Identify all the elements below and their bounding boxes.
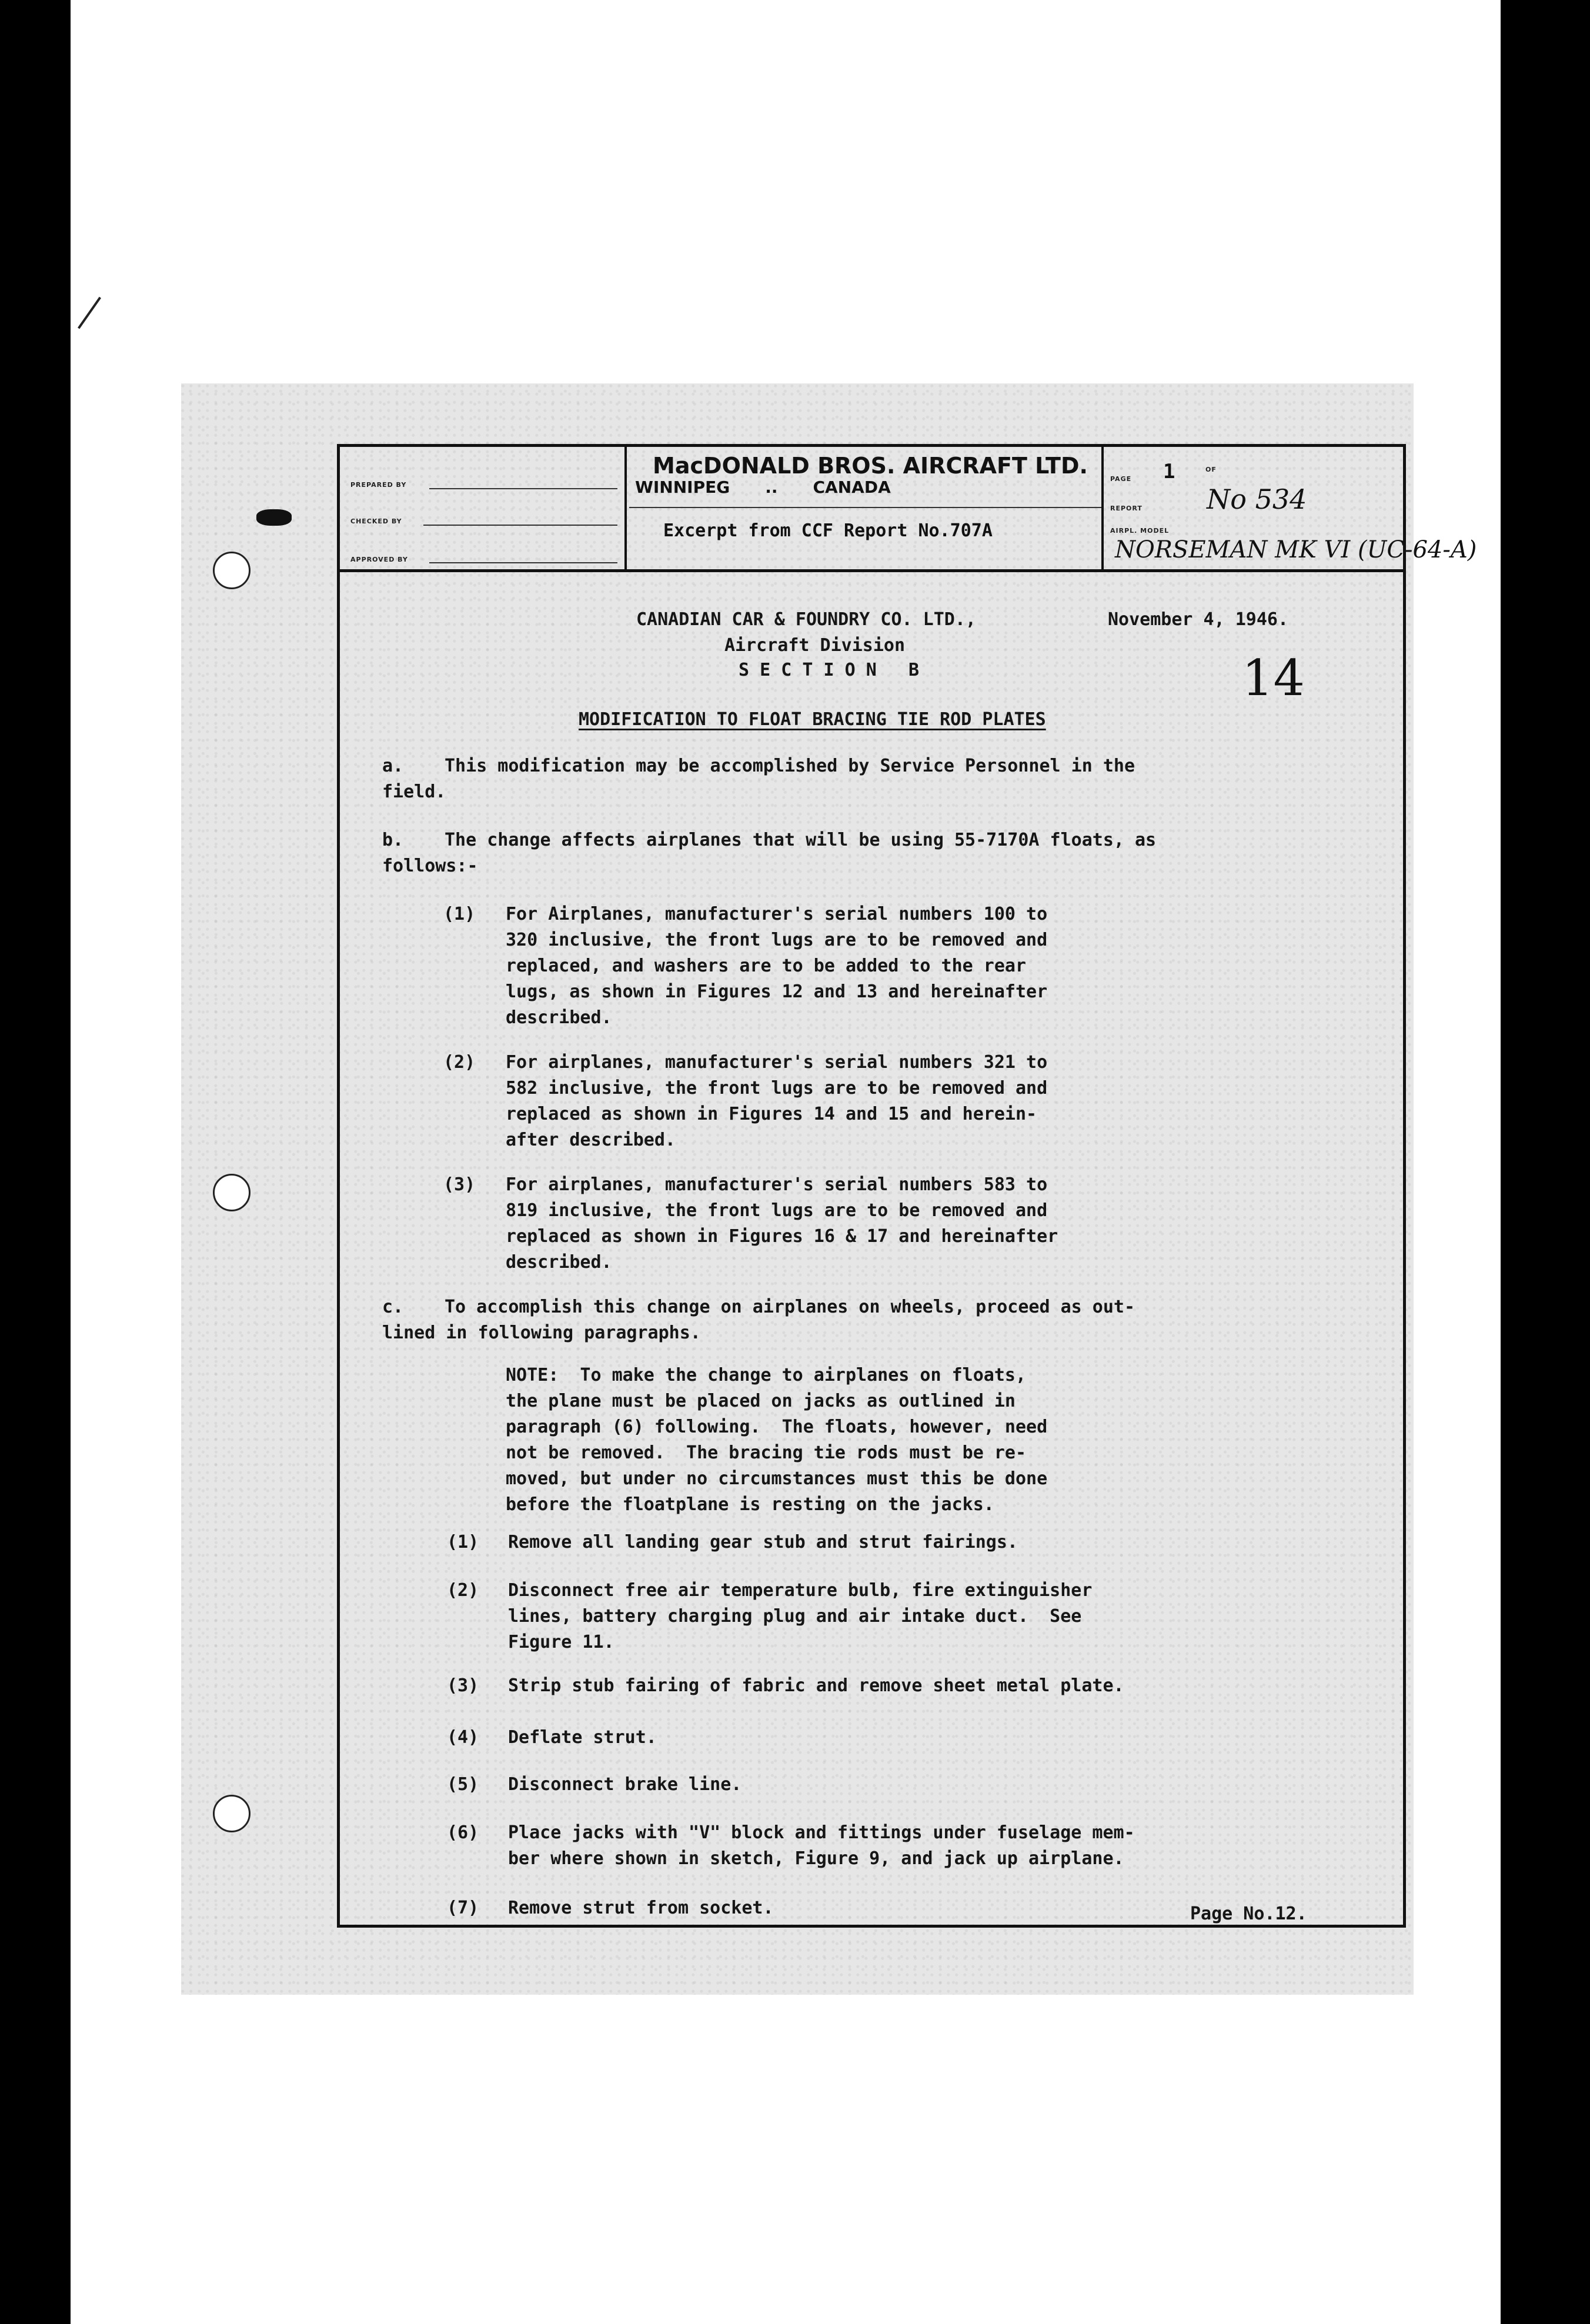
c-item-line: Remove all landing gear stub and strut fairings. <box>508 1532 1018 1552</box>
prepared-by-label: PREPARED BY <box>350 481 407 489</box>
checked-by-label: CHECKED BY <box>350 517 402 525</box>
excerpt-line: Excerpt from CCF Report No.707A <box>663 520 993 541</box>
city: WINNIPEG <box>635 478 730 497</box>
handwritten-number: 14 <box>1242 649 1305 707</box>
company-name: MacDONALD BROS. AIRCRAFT LTD. <box>653 453 1088 479</box>
page-value: 1 <box>1163 460 1175 483</box>
company-location <box>635 478 926 497</box>
of-label: OF <box>1205 466 1217 473</box>
punch-hole-middle <box>213 1174 250 1211</box>
c-item-number: (7) <box>447 1898 479 1918</box>
b-item-line: described. <box>506 1252 612 1273</box>
b-item-number: (2) <box>443 1052 476 1073</box>
note-line: not be removed. The bracing tie rods must be re- <box>506 1443 1027 1463</box>
para-b-marker: b. <box>382 830 404 850</box>
document-title: MODIFICATION TO FLOAT BRACING TIE ROD PLATES <box>579 709 1046 730</box>
c-item-number: (5) <box>447 1774 479 1795</box>
page-footer: Page No.12. <box>1190 1904 1307 1924</box>
b-item-line: replaced, and washers are to be added to the rear <box>506 956 1027 976</box>
b-item-number: (1) <box>443 904 476 924</box>
b-item-line: 320 inclusive, the front lugs are to be removed and <box>506 930 1048 950</box>
punch-hole-bottom <box>213 1795 250 1832</box>
prepared-by-line <box>429 488 617 489</box>
b-item-line: 582 inclusive, the front lugs are to be removed and <box>506 1078 1048 1098</box>
issuer: CANADIAN CAR & FOUNDRY CO. LTD., <box>636 609 976 630</box>
section: S E C T I O N B <box>739 660 920 680</box>
para-b-line: The change affects airplanes that will be using 55-7170A floats, as <box>445 830 1157 850</box>
note-line: before the floatplane is resting on the jacks. <box>506 1494 994 1515</box>
c-item-number: (6) <box>447 1822 479 1843</box>
division: Aircraft Division <box>724 635 906 656</box>
c-item-line: Remove strut from socket. <box>508 1898 774 1918</box>
ink-blot <box>256 509 292 526</box>
para-a-line: field. <box>382 782 446 802</box>
approved-by-label: APPROVED BY <box>350 556 408 563</box>
b-item-line: replaced as shown in Figures 14 and 15 and herein- <box>506 1104 1037 1124</box>
para-a-line: This modification may be accomplished by Service Personnel in the <box>445 756 1135 776</box>
c-item-line: ber where shown in sketch, Figure 9, and jack up airplane. <box>508 1848 1124 1869</box>
c-item-line: Strip stub fairing of fabric and remove sheet metal plate. <box>508 1675 1124 1696</box>
para-c-marker: c. <box>382 1297 404 1317</box>
b-item-number: (3) <box>443 1174 476 1195</box>
header-rule <box>337 569 1406 572</box>
c-item-line: Disconnect free air temperature bulb, fire extinguisher <box>508 1580 1093 1601</box>
b-item-line: For airplanes, manufacturer's serial numbers 321 to <box>506 1052 1048 1073</box>
country: CANADA <box>813 478 891 497</box>
b-item-line: described. <box>506 1007 612 1028</box>
page-label: PAGE <box>1110 475 1132 483</box>
para-b-line: follows:- <box>382 856 478 876</box>
note-line: moved, but under no circumstances must this be done <box>506 1468 1048 1489</box>
airpl-model-value: NORSEMAN MK VI (UC-64-A) <box>1115 536 1477 563</box>
note-line: NOTE: To make the change to airplanes on floats, <box>506 1365 1027 1385</box>
c-item-number: (2) <box>447 1580 479 1601</box>
b-item-line: after described. <box>506 1130 676 1150</box>
c-item-number: (1) <box>447 1532 479 1552</box>
para-c-line: lined in following paragraphs. <box>382 1323 701 1343</box>
header-inner-rule <box>629 507 1101 508</box>
c-item-line: Place jacks with "V" block and fittings under fuselage mem- <box>508 1822 1135 1843</box>
b-item-line: For airplanes, manufacturer's serial numbers 583 to <box>506 1174 1048 1195</box>
para-c-line: To accomplish this change on airplanes on wheels, proceed as out- <box>445 1297 1135 1317</box>
airpl-model-label: AIRPL. MODEL <box>1110 527 1170 535</box>
note-line: paragraph (6) following. The floats, however, need <box>506 1417 1048 1437</box>
punch-hole-top <box>213 552 250 589</box>
c-item-line: Deflate strut. <box>508 1727 657 1748</box>
b-item-line: replaced as shown in Figures 16 & 17 and hereinafter <box>506 1226 1058 1247</box>
b-item-line: For Airplanes, manufacturer's serial numbers 100 to <box>506 904 1048 924</box>
note-line: the plane must be placed on jacks as outlined in <box>506 1391 1016 1411</box>
report-label: REPORT <box>1110 505 1143 512</box>
c-item-line: lines, battery charging plug and air intake duct. See <box>508 1606 1082 1627</box>
header-divider-left <box>624 444 627 570</box>
para-a-marker: a. <box>382 756 404 776</box>
c-item-line: Figure 11. <box>508 1632 614 1652</box>
b-item-line: 819 inclusive, the front lugs are to be removed and <box>506 1200 1048 1221</box>
document-date: November 4, 1946. <box>1108 609 1289 630</box>
location-separator: .. <box>765 478 778 497</box>
b-item-line: lugs, as shown in Figures 12 and 13 and hereinafter <box>506 981 1048 1002</box>
c-item-number: (4) <box>447 1727 479 1748</box>
checked-by-line <box>423 525 617 526</box>
report-value: No 534 <box>1207 483 1307 515</box>
c-item-number: (3) <box>447 1675 479 1696</box>
c-item-line: Disconnect brake line. <box>508 1774 742 1795</box>
approved-by-line <box>429 562 617 563</box>
